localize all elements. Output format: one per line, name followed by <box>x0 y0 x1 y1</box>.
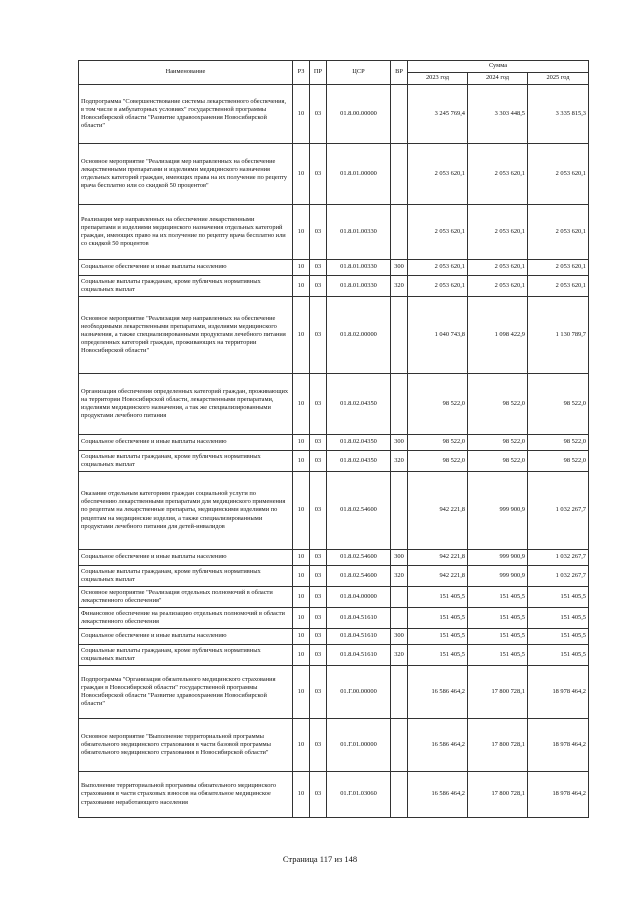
cell-csr: 01.8.04.51610 <box>327 608 391 629</box>
cell-csr: 01.Г.00.00000 <box>327 666 391 719</box>
cell-2023: 98 522,0 <box>408 451 468 472</box>
table-body <box>79 85 589 818</box>
cell-2024: 98 522,0 <box>468 451 528 472</box>
cell-csr: 01.8.01.00330 <box>327 276 391 297</box>
cell-2023: 942 221,8 <box>408 550 468 566</box>
cell-csr: 01.8.02.04350 <box>327 451 391 472</box>
cell-pr: 03 <box>310 608 327 629</box>
cell-name: Основное мероприятие "Реализация мер направленных на обеспечение необходимыми лекарственными препаратами, изделиями медицинского назначения, а также специализированными продуктами лечебного питания определенных категорий граждан, проживающих на территории Новосибирской области" <box>79 297 293 374</box>
table-row <box>79 297 589 374</box>
cell-2023: 16 586 464,2 <box>408 772 468 818</box>
cell-2025: 18 978 464,2 <box>528 666 589 719</box>
cell-pr: 03 <box>310 719 327 772</box>
cell-csr: 01.8.02.54600 <box>327 472 391 550</box>
cell-2024: 3 303 448,5 <box>468 85 528 144</box>
cell-name: Основное мероприятие "Реализация отдельных полномочий в области лекарственного обеспечения" <box>79 587 293 608</box>
cell-csr: 01.8.02.54600 <box>327 550 391 566</box>
cell-2023: 1 040 743,8 <box>408 297 468 374</box>
cell-csr: 01.8.02.54600 <box>327 566 391 587</box>
cell-pr: 03 <box>310 550 327 566</box>
table-row <box>79 472 589 550</box>
cell-pr: 03 <box>310 85 327 144</box>
cell-2025: 151 405,5 <box>528 629 589 645</box>
cell-name: Социальное обеспечение и иные выплаты населению <box>79 550 293 566</box>
table-row <box>79 772 589 818</box>
cell-2024: 151 405,5 <box>468 629 528 645</box>
cell-pr: 03 <box>310 629 327 645</box>
col-header-2024: 2024 год <box>468 73 528 85</box>
cell-pr: 03 <box>310 205 327 260</box>
cell-rz: 10 <box>293 297 310 374</box>
cell-2023: 16 586 464,2 <box>408 719 468 772</box>
cell-rz: 10 <box>293 666 310 719</box>
cell-2024: 1 098 422,9 <box>468 297 528 374</box>
table-row <box>79 144 589 205</box>
cell-rz: 10 <box>293 85 310 144</box>
cell-name: Социальные выплаты гражданам, кроме публичных нормативных социальных выплат <box>79 645 293 666</box>
cell-rz: 10 <box>293 260 310 276</box>
table-row <box>79 550 589 566</box>
cell-pr: 03 <box>310 472 327 550</box>
page-number: Страница 117 из 148 <box>282 854 358 864</box>
cell-rz: 10 <box>293 645 310 666</box>
cell-2025: 1 032 267,7 <box>528 566 589 587</box>
cell-vr <box>391 85 408 144</box>
cell-csr: 01.Г.01.00000 <box>327 719 391 772</box>
cell-vr <box>391 297 408 374</box>
cell-pr: 03 <box>310 566 327 587</box>
cell-2023: 942 221,8 <box>408 472 468 550</box>
col-header-vr: ВР <box>391 61 408 85</box>
cell-2023: 98 522,0 <box>408 374 468 435</box>
cell-2024: 999 900,9 <box>468 566 528 587</box>
table-row <box>79 629 589 645</box>
cell-pr: 03 <box>310 666 327 719</box>
cell-2025: 151 405,5 <box>528 645 589 666</box>
cell-2024: 98 522,0 <box>468 435 528 451</box>
cell-2023: 151 405,5 <box>408 629 468 645</box>
cell-rz: 10 <box>293 276 310 297</box>
cell-vr: 300 <box>391 435 408 451</box>
cell-vr: 320 <box>391 645 408 666</box>
cell-rz: 10 <box>293 772 310 818</box>
cell-vr: 320 <box>391 566 408 587</box>
col-header-pr: ПР <box>310 61 327 85</box>
cell-rz: 10 <box>293 205 310 260</box>
cell-rz: 10 <box>293 608 310 629</box>
cell-rz: 10 <box>293 550 310 566</box>
col-header-rz: РЗ <box>293 61 310 85</box>
cell-vr <box>391 144 408 205</box>
table-row <box>79 666 589 719</box>
table-row <box>79 451 589 472</box>
cell-pr: 03 <box>310 260 327 276</box>
cell-2025: 3 335 815,3 <box>528 85 589 144</box>
col-header-csr: ЦСР <box>327 61 391 85</box>
cell-name: Социальное обеспечение и иные выплаты населению <box>79 260 293 276</box>
table-row <box>79 205 589 260</box>
cell-rz: 10 <box>293 451 310 472</box>
cell-rz: 10 <box>293 472 310 550</box>
cell-csr: 01.8.01.00000 <box>327 144 391 205</box>
cell-vr <box>391 205 408 260</box>
cell-2025: 2 053 620,1 <box>528 260 589 276</box>
cell-rz: 10 <box>293 566 310 587</box>
table-row <box>79 587 589 608</box>
cell-2025: 151 405,5 <box>528 587 589 608</box>
cell-vr: 320 <box>391 276 408 297</box>
cell-rz: 10 <box>293 144 310 205</box>
cell-2024: 17 800 728,1 <box>468 772 528 818</box>
col-header-2025: 2025 год <box>528 73 589 85</box>
cell-vr <box>391 587 408 608</box>
cell-vr <box>391 472 408 550</box>
cell-2024: 151 405,5 <box>468 608 528 629</box>
cell-2023: 98 522,0 <box>408 435 468 451</box>
cell-pr: 03 <box>310 772 327 818</box>
cell-name: Подпрограмма "Организация обязательного медицинского страхования граждан в Новосибирской области" государственной программы Новосибирской области "Развитие здравоохранения Новосибирской области" <box>79 666 293 719</box>
cell-2023: 151 405,5 <box>408 608 468 629</box>
cell-2023: 2 053 620,1 <box>408 144 468 205</box>
cell-pr: 03 <box>310 374 327 435</box>
table-row <box>79 276 589 297</box>
cell-2023: 3 245 769,4 <box>408 85 468 144</box>
cell-2023: 2 053 620,1 <box>408 205 468 260</box>
cell-name: Финансовое обеспечение на реализацию отдельных полномочий в области лекарственного обеспечения <box>79 608 293 629</box>
table-row <box>79 374 589 435</box>
cell-2024: 2 053 620,1 <box>468 276 528 297</box>
cell-pr: 03 <box>310 276 327 297</box>
cell-name: Оказание отдельным категориям граждан социальной услуги по обеспечению лекарственными препаратами для медицинского применения по рецептам на лекарственные препараты, медицинскими изделиями по рецептам на медицинские изделия, а также специализированными продуктами лечебного питания для детей-инвалидов <box>79 472 293 550</box>
cell-name: Подпрограмма "Совершенствование системы лекарственного обеспечения, в том числе в амбулаторных условиях" государственной программы Новосибирской области "Развитие здравоохранения Новосибирской области" <box>79 85 293 144</box>
table-row <box>79 85 589 144</box>
cell-2024: 151 405,5 <box>468 645 528 666</box>
cell-2025: 2 053 620,1 <box>528 276 589 297</box>
cell-vr <box>391 608 408 629</box>
cell-2024: 17 800 728,1 <box>468 666 528 719</box>
cell-2023: 942 221,8 <box>408 566 468 587</box>
table-row <box>79 608 589 629</box>
cell-csr: 01.8.04.51610 <box>327 629 391 645</box>
cell-2024: 999 900,9 <box>468 472 528 550</box>
cell-2023: 151 405,5 <box>408 587 468 608</box>
cell-2025: 98 522,0 <box>528 435 589 451</box>
cell-name: Социальные выплаты гражданам, кроме публичных нормативных социальных выплат <box>79 451 293 472</box>
cell-2024: 151 405,5 <box>468 587 528 608</box>
cell-name: Основное мероприятие "Реализация мер направленных на обеспечение лекарственными препаратами и изделиями медицинского назначения отдельных категорий граждан, имеющих права на их получение по рецепту врача бесплатно или со скидкой 50 процентов" <box>79 144 293 205</box>
cell-name: Реализация мер направленных на обеспечение лекарственными препаратами и изделиями медицинского назначения отдельных категорий граждан, имеющих право на их получение по рецепту врача бесплатно или со скидкой 50 процентов <box>79 205 293 260</box>
cell-csr: 01.8.02.04350 <box>327 374 391 435</box>
cell-2024: 2 053 620,1 <box>468 205 528 260</box>
cell-csr: 01.Г.01.03060 <box>327 772 391 818</box>
cell-vr: 300 <box>391 550 408 566</box>
cell-2024: 17 800 728,1 <box>468 719 528 772</box>
table-row <box>79 435 589 451</box>
cell-pr: 03 <box>310 435 327 451</box>
cell-vr: 300 <box>391 260 408 276</box>
cell-pr: 03 <box>310 297 327 374</box>
cell-2025: 1 032 267,7 <box>528 472 589 550</box>
cell-2024: 98 522,0 <box>468 374 528 435</box>
cell-vr <box>391 374 408 435</box>
cell-vr: 300 <box>391 629 408 645</box>
cell-pr: 03 <box>310 451 327 472</box>
cell-vr <box>391 719 408 772</box>
cell-csr: 01.8.02.04350 <box>327 435 391 451</box>
cell-csr: 01.8.01.00330 <box>327 260 391 276</box>
cell-2024: 2 053 620,1 <box>468 260 528 276</box>
cell-rz: 10 <box>293 435 310 451</box>
cell-2025: 18 978 464,2 <box>528 719 589 772</box>
cell-name: Социальное обеспечение и иные выплаты населению <box>79 435 293 451</box>
col-header-name: Наименование <box>79 61 293 85</box>
table-row <box>79 645 589 666</box>
cell-2025: 2 053 620,1 <box>528 144 589 205</box>
cell-2025: 1 130 789,7 <box>528 297 589 374</box>
cell-name: Основное мероприятие "Выполнение территориальной программы обязательного медицинского страхования в части базовой программы обязательного медицинского страхования в Новосибирской области" <box>79 719 293 772</box>
cell-rz: 10 <box>293 629 310 645</box>
cell-name: Социальные выплаты гражданам, кроме публичных нормативных социальных выплат <box>79 276 293 297</box>
table-row <box>79 566 589 587</box>
cell-2023: 16 586 464,2 <box>408 666 468 719</box>
cell-pr: 03 <box>310 645 327 666</box>
cell-vr <box>391 666 408 719</box>
cell-2023: 2 053 620,1 <box>408 276 468 297</box>
cell-name: Социальные выплаты гражданам, кроме публичных нормативных социальных выплат <box>79 566 293 587</box>
budget-table <box>78 60 589 818</box>
cell-2024: 2 053 620,1 <box>468 144 528 205</box>
cell-name: Организация обеспечения определенных категорий граждан, проживающих на территории Новосибирской области, лекарственными препаратами, изделиями медицинского назначения, а так же специализированными продуктами лечебного питания <box>79 374 293 435</box>
cell-2023: 2 053 620,1 <box>408 260 468 276</box>
cell-rz: 10 <box>293 719 310 772</box>
cell-2025: 98 522,0 <box>528 451 589 472</box>
cell-2025: 151 405,5 <box>528 608 589 629</box>
table-row <box>79 260 589 276</box>
cell-2024: 999 900,9 <box>468 550 528 566</box>
cell-csr: 01.8.04.00000 <box>327 587 391 608</box>
col-header-sum: Сумма <box>408 61 589 73</box>
cell-name: Выполнение территориальной программы обязательного медицинского страхования в части страховых взносов на обязательное медицинское страхование неработающего населения <box>79 772 293 818</box>
cell-vr: 320 <box>391 451 408 472</box>
cell-pr: 03 <box>310 144 327 205</box>
cell-2025: 18 978 464,2 <box>528 772 589 818</box>
cell-rz: 10 <box>293 374 310 435</box>
cell-csr: 01.8.04.51610 <box>327 645 391 666</box>
cell-2025: 98 522,0 <box>528 374 589 435</box>
cell-2025: 1 032 267,7 <box>528 550 589 566</box>
cell-2025: 2 053 620,1 <box>528 205 589 260</box>
col-header-2023: 2023 год <box>408 73 468 85</box>
cell-name: Социальное обеспечение и иные выплаты населению <box>79 629 293 645</box>
cell-rz: 10 <box>293 587 310 608</box>
cell-pr: 03 <box>310 587 327 608</box>
cell-vr <box>391 772 408 818</box>
cell-2023: 151 405,5 <box>408 645 468 666</box>
cell-csr: 01.8.01.00330 <box>327 205 391 260</box>
cell-csr: 01.8.02.00000 <box>327 297 391 374</box>
table-row <box>79 719 589 772</box>
cell-csr: 01.8.00.00000 <box>327 85 391 144</box>
